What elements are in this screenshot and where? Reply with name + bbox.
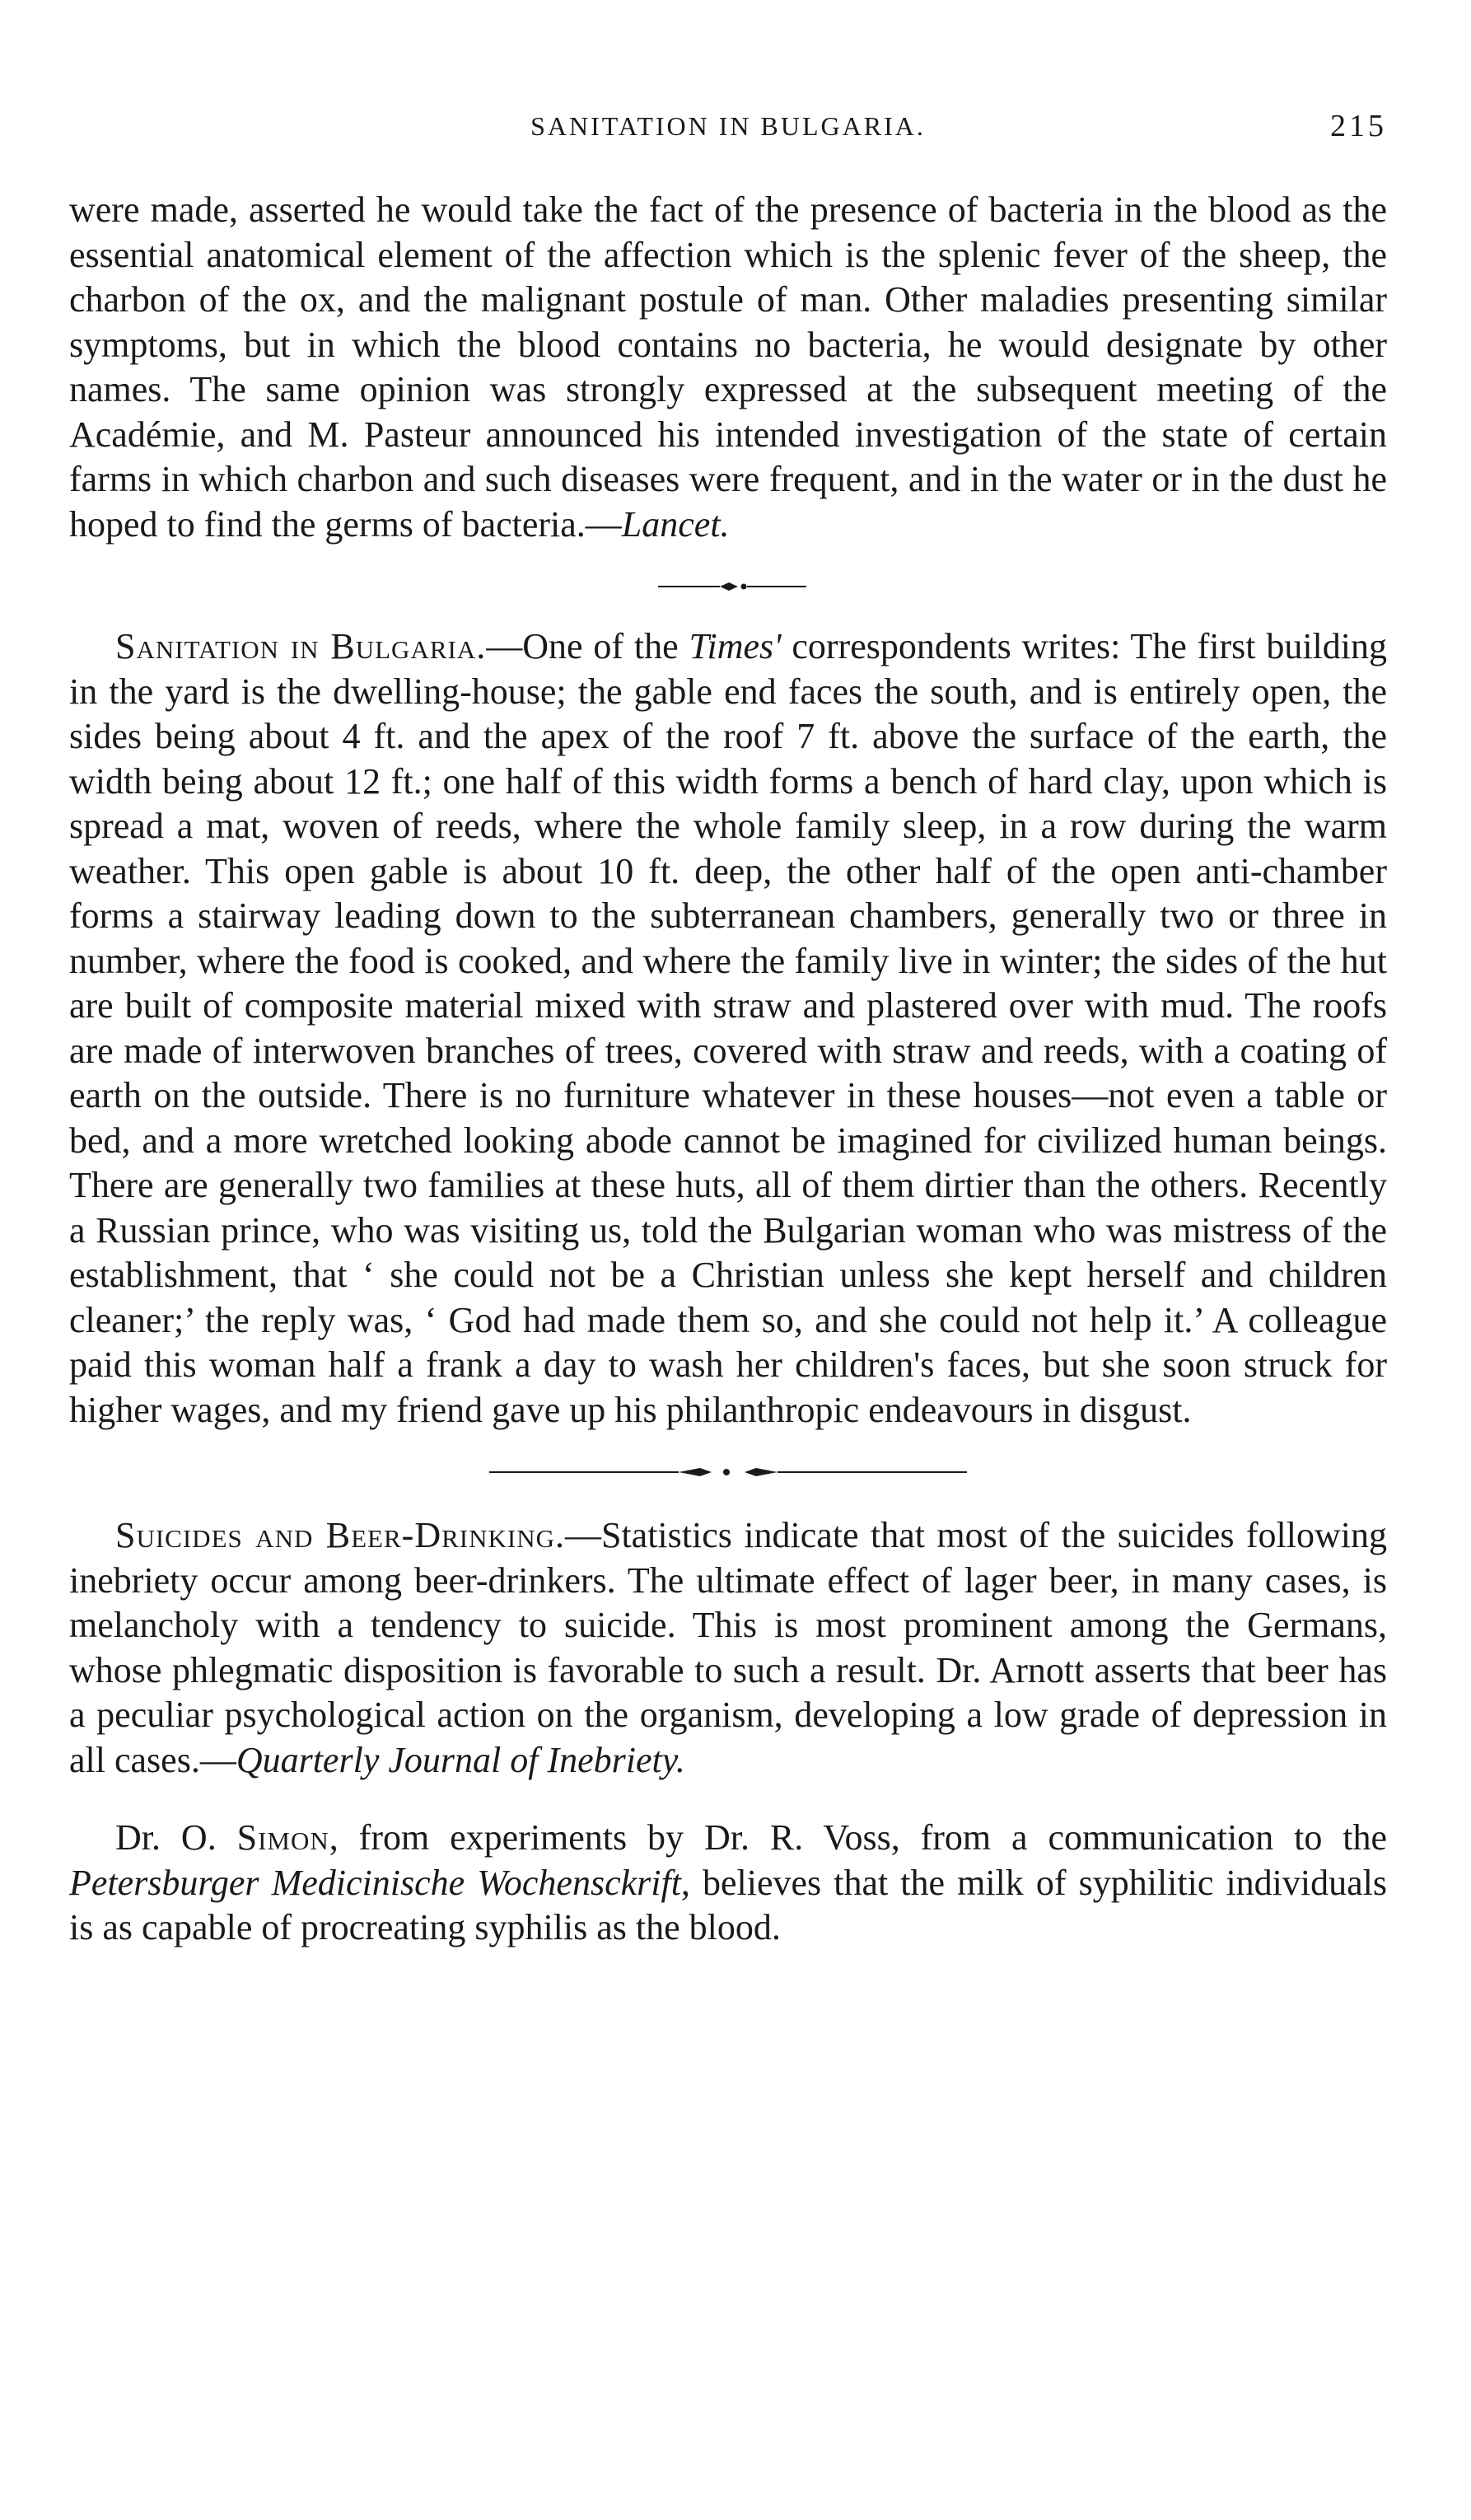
ornamental-rule: [489, 1464, 967, 1480]
journal-title: Petersburger Medicinische Wochensckrift: [69, 1862, 681, 1903]
ornamental-rule: [567, 578, 889, 595]
paragraph-suicides-beer: [69, 1513, 1387, 1783]
paragraph-text-end: , believes that the milk of syphilitic individuals is as capable of procreating syphilis as the blood.: [69, 1862, 1388, 1947]
source-citation: Quarterly Journal of Inebriety.: [236, 1739, 685, 1780]
section-heading: Suicides and Beer-Drinking.: [115, 1515, 565, 1555]
paragraph-simon-syphilis: [69, 1816, 1387, 1951]
paragraph-sanitation-bulgaria: [69, 624, 1387, 1433]
newspaper-title: Times': [689, 626, 782, 666]
page-number: 215: [1330, 109, 1387, 143]
paragraph-text: , from experiments by Dr. R. Voss, from a communication to the: [329, 1817, 1388, 1858]
paragraph-lead: —One of the: [486, 626, 689, 666]
paragraph-gap: [69, 1783, 1387, 1816]
paragraph-pasteur-continuation: [69, 188, 1387, 547]
paragraph-text: —Statistics indicate that most of the suicides following inebriety occur among beer-drinkers. The ultimate effect of lager beer, in many cases, is melancholy with a tendency to suicide. This is most prominent among the Germans, whose phlegmatic disposition is favorable to such a result. Dr. Arnott asserts that beer has a peculiar psychological action on the organism, developing a low grade of depression in all cases.—: [69, 1515, 1387, 1780]
source-citation: Lancet.: [621, 503, 730, 545]
running-head: [69, 105, 1387, 147]
author-prefix: Dr. O.: [115, 1817, 237, 1858]
paragraph-text: correspondents writes: The first building in the yard is the dwelling-house; the gable end faces the south, and is entirely open, the sides being about 4 ft. and the apex of the roof 7 ft. above the surface of the earth, the width being about 12 ft.; one half of this width forms a bench of hard clay, upon which is spread a mat, woven of reeds, where the whole family sleep, in a row during the warm weather. This open gable is about 10 ft. deep, the other half of the open anti-chamber forms a stairway leading down to the subterranean chambers, generally two or three in number, where the food is cooked, and where the family live in winter; the sides of the hut are built of composite material mixed with straw and plastered over with mud. The roofs are made of interwoven branches of trees, covered with straw and reeds, with a coating of earth on the outside. There is no furniture whatever in these houses—not even a table or bed, and a more wretched looking abode cannot be imagined for civilized human beings. There are generally two families at these huts, all of them dirtier than the others. Recently a Russian prince, who was visiting us, told the Bulgarian woman who was mistress of the establishment, that ‘ she could not be a Christian unless she kept herself and children cleaner;’ the reply was, ‘ God had made them so, and she could not help it.’ A colleague paid this woman half a frank a day to wash her children's faces, but she soon struck for higher wages, and my friend gave up his philanthropic endeavours in disgust.: [69, 626, 1387, 1430]
paragraph-text: were made, asserted he would take the fact of the presence of bacteria in the blood as the essential anatomical element of the affection which is the splenic fever of the sheep, the charbon of the ox, and the malignant postule of man. Other maladies presenting similar symptoms, but in which the blood contains no bacteria, he would designate by other names. The same opinion was strongly expressed at the subsequent meeting of the Académie, and M. Pasteur announced his intended investigation of the state of certain farms in which charbon and such diseases were frequent, and in the water or in the dust he hoped to find the germs of bacteria.—: [69, 189, 1387, 545]
author-name: Simon: [236, 1817, 329, 1858]
section-heading: Sanitation in Bulgaria.: [115, 626, 487, 666]
running-title: SANITATION IN BULGARIA.: [530, 111, 926, 141]
body-text: [69, 188, 1387, 1951]
